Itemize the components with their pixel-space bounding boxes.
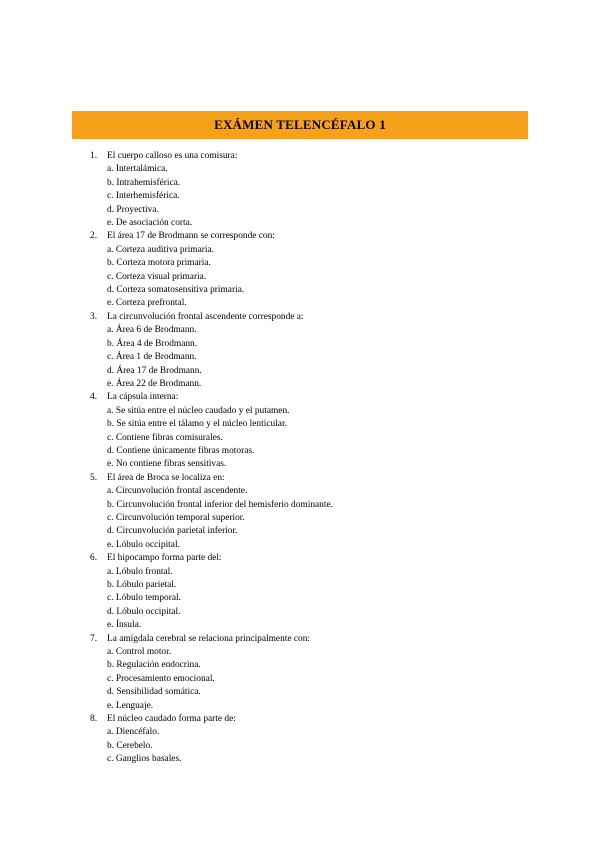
question-line [90,552,530,565]
answer-option: b. Lóbulo parietal. [107,580,177,590]
title-banner [72,111,528,139]
question-item [90,391,530,471]
answer-option: c. Lóbulo temporal. [107,593,181,604]
question-item [90,472,530,552]
answer-option: e. No contiene fibras sensitivas. [107,459,227,470]
question-line [90,150,530,163]
answer-option: c. Contiene fibras comisurales. [107,432,223,443]
question-line [90,472,530,485]
answer-option: b. Corteza motora primaria. [107,258,211,269]
question-item [90,230,530,310]
answer-option: e. Área 22 de Brodmann. [107,378,202,389]
answer-option: c. Interhemisférica. [107,191,180,202]
question-text: El área 17 de Brodmann se corresponde con: [107,231,275,242]
question-line [90,713,530,726]
answer-option: d. Lóbulo occipital. [107,606,181,617]
answer-option: d. Proyectiva. [107,204,159,215]
answer-option: d. Contiene únicamente fibras motoras. [107,445,255,456]
question-text: La amígdala cerebral se relaciona principalmente con: [107,633,311,644]
question-number: 6. [90,553,98,564]
question-item [90,150,530,230]
answer-option: e. De asociación corta. [107,218,193,229]
answer-options [90,485,530,552]
answer-option: c. Área 1 de Brodmann. [107,352,197,363]
answer-option: a. Control motor. [107,647,172,658]
answer-option: d. Área 17 de Brodmann. [107,365,202,376]
answer-option: d. Sensibilidad somática. [107,687,201,698]
question-item [90,311,530,391]
question-number: 7. [90,633,98,644]
answer-option: b. Circunvolución frontal inferior del hemisferio dominante. [107,499,333,510]
question-text: El cuerpo calloso es una comisura: [107,151,238,161]
answer-option: a. Diencéfalo. [107,727,160,738]
answer-option: c. Ganglios basales. [107,754,182,765]
answer-options [90,405,530,472]
answer-option: c. Circunvolución temporal superior. [107,512,245,523]
answer-option: d. Corteza somatosensitiva primaria. [107,285,245,296]
answer-option: b. Intrahemisférica. [107,177,181,188]
answer-option: b. Área 4 de Brodmann. [107,338,198,349]
question-line [90,230,530,243]
answer-option: c. Procesamiento emocional. [107,673,215,684]
answer-option: e. Ínsula. [107,620,142,631]
page-title: EXÁMEN TELENCÉFALO 1 [214,117,386,132]
question-text: El hipocampo forma parte del: [107,553,222,564]
question-line [90,633,530,646]
question-line [90,311,530,324]
question-text: El núcleo caudado forma parte de: [107,714,236,725]
question-number: 4. [90,392,98,403]
answer-option: e. Lenguaje. [107,700,154,711]
answer-option: b. Se sitúa entre el tálamo y el núcleo lenticular. [107,419,287,430]
question-number: 1. [90,151,98,161]
answer-options [90,646,530,713]
question-item [90,713,530,767]
question-number: 3. [90,311,98,322]
answer-option: e. Corteza prefrontal. [107,298,187,309]
answer-option: a. Circunvolución frontal ascendente. [107,486,248,497]
answer-option: a. Intertalámica. [107,164,168,175]
answer-option: a. Lóbulo frontal. [107,566,173,577]
answer-options [90,726,530,766]
answer-option: a. Corteza auditiva primaria. [107,244,214,255]
question-list [90,150,530,767]
question-item [90,633,530,713]
question-number: 5. [90,472,98,483]
answer-options [90,566,530,633]
question-line [90,391,530,404]
question-text: La cápsula interna: [107,392,179,403]
answer-option: d. Circunvolución parietal inferior. [107,526,238,537]
answer-option: a. Se sitúa entre el núcleo caudado y el putamen. [107,405,290,416]
answer-option: a. Área 6 de Brodmann. [107,325,197,336]
answer-option: b. Cerebelo. [107,740,153,751]
answer-options [90,244,530,311]
answer-options [90,324,530,391]
question-text: El área de Broca se localiza en: [107,472,225,483]
answer-option: b. Regulación endocrina. [107,660,201,671]
question-number: 8. [90,714,98,725]
question-text: La circunvolución frontal ascendente corresponde a: [107,311,304,322]
question-item [90,552,530,632]
question-number: 2. [90,231,98,242]
answer-options [90,163,530,230]
answer-option: e. Lóbulo occipital. [107,539,180,550]
answer-option: c. Corteza visual primaria. [107,271,207,282]
